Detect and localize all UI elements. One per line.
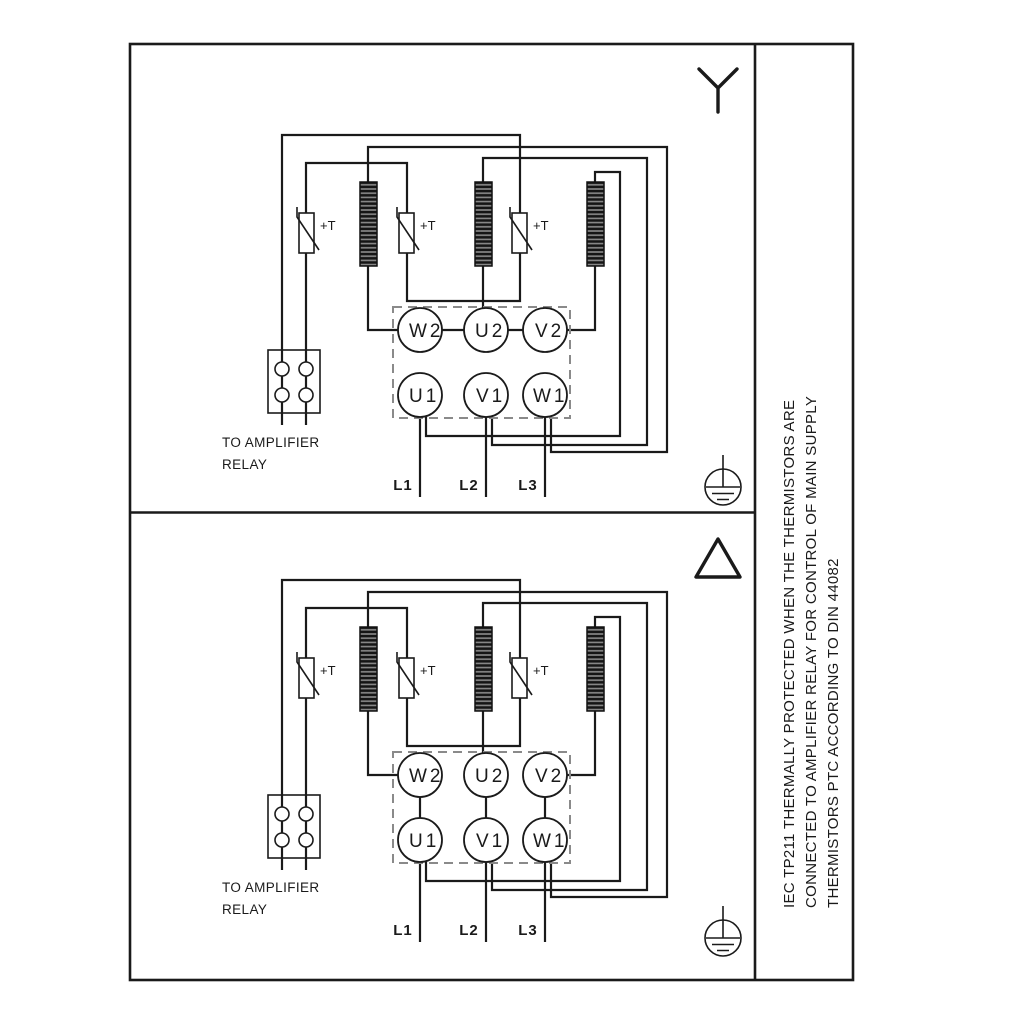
relay-terminal (299, 807, 313, 821)
motor-winding-coil-2 (475, 627, 492, 711)
relay-caption-line1: TO AMPLIFIER (222, 880, 320, 895)
terminal-label-u2: U2 (475, 321, 506, 342)
terminal-label-w1: W1 (533, 386, 568, 407)
sidebar-note (781, 396, 842, 908)
motor-winding-coil-2 (475, 182, 492, 266)
terminal-label-u1: U1 (409, 386, 440, 407)
relay-caption-line2: RELAY (222, 457, 268, 472)
supply-label-l3: L3 (518, 922, 538, 939)
thermistor-label-3: +T (533, 218, 549, 233)
terminal-label-v2: V2 (535, 766, 565, 787)
thermistor-1 (297, 652, 319, 698)
ground-icon (705, 455, 741, 505)
terminal-label-v1: V1 (476, 831, 506, 852)
terminal-label-u1: U1 (409, 831, 440, 852)
relay-terminal (275, 362, 289, 376)
relay-terminal (275, 807, 289, 821)
relay-terminal (299, 388, 313, 402)
thermistor-3 (510, 652, 532, 698)
supply-label-l3: L3 (518, 477, 538, 494)
terminal-label-u2: U2 (475, 766, 506, 787)
relay-terminal (275, 388, 289, 402)
relay-terminal (299, 362, 313, 376)
star-symbol-icon (699, 69, 737, 112)
supply-label-l1: L1 (393, 477, 413, 494)
motor-winding-coil-3 (587, 182, 604, 266)
thermistor-label-3: +T (533, 663, 549, 678)
sidebar-note-line2: CONNECTED TO AMPLIFIER RELAY FOR CONTROL OF MAIN SUPPLY (803, 395, 820, 908)
amplifier-relay-connector (268, 350, 320, 413)
amplifier-relay-connector (268, 795, 320, 858)
sidebar-note-line1: IEC TP211 THERMALLY PROTECTED WHEN THE THERMISTORS ARE (781, 399, 798, 908)
supply-label-l2: L2 (459, 477, 479, 494)
delta-symbol-icon (696, 539, 740, 577)
motor-winding-coil-1 (360, 627, 377, 711)
terminal-label-w1: W1 (533, 831, 568, 852)
thermistor-2 (397, 652, 419, 698)
delta-bridge-links (420, 797, 545, 818)
sidebar-note-line3: THERMISTORS PTC ACCORDING TO DIN 44082 (825, 558, 842, 908)
relay-terminal (275, 833, 289, 847)
relay-caption-line2: RELAY (222, 902, 268, 917)
supply-label-l1: L1 (393, 922, 413, 939)
terminal-label-v2: V2 (535, 321, 565, 342)
delta-panel (222, 539, 741, 956)
thermistor-label-1: +T (320, 663, 336, 678)
motor-winding-coil-1 (360, 182, 377, 266)
relay-caption-line1: TO AMPLIFIER (222, 435, 320, 450)
thermistor-3 (510, 207, 532, 253)
thermistor-label-2: +T (420, 218, 436, 233)
ground-icon (705, 906, 741, 956)
thermistor-2 (397, 207, 419, 253)
star-panel (222, 69, 741, 505)
terminal-label-w2: W2 (409, 766, 444, 787)
supply-label-l2: L2 (459, 922, 479, 939)
terminal-label-v1: V1 (476, 386, 506, 407)
motor-winding-coil-3 (587, 627, 604, 711)
thermistor-label-1: +T (320, 218, 336, 233)
thermistor-1 (297, 207, 319, 253)
relay-terminal (299, 833, 313, 847)
terminal-label-w2: W2 (409, 321, 444, 342)
thermistor-label-2: +T (420, 663, 436, 678)
